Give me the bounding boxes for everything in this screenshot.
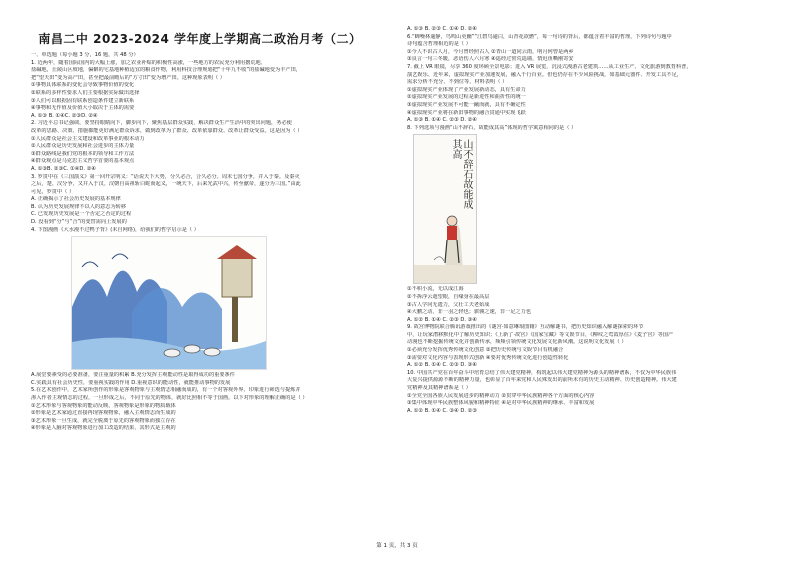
cartoon-caption: 山不辞石故能成其高 — [450, 139, 472, 210]
text-line: ①必须充分发挥优秀传统文化创意 ②把历史传统与文娱节目有机融合 — [407, 347, 564, 354]
page-footer: 第 1 页，共 3 页 — [376, 543, 418, 549]
text-line: 演艺娱乐、近年来，虚拟现实产业加速发展，融入千行百业。但也仍存在不少风险挑战，如基础元器件、开发工具不足， — [407, 71, 682, 78]
text-line: A. ①③B. ②③C. ①④D. ②④ — [31, 165, 97, 172]
text-line: 一、单选题（每小题 3 分，16 题，共 48 分） — [31, 52, 139, 58]
text-line: ③人们可以根据固有联系创造条件建立新联系 — [31, 97, 135, 104]
text-line: ④事物和无作值及价值大小取决于主体的需要 — [31, 105, 135, 112]
right-text-block — [407, 26, 765, 132]
text-line: A. ①② B. ①④ C. ②③ D. ③④ — [407, 316, 477, 323]
text-line: 3. 罗贯中在《三国演义》第一回开宗明义：“话说天下大势，分久必合，合久必分。周末七国分争，并入于秦。及秦灭 — [31, 173, 300, 180]
text-line: 渗入作者主观情志的过程，一旦形成之后，不同于原先的物体，就好比照相不等于国画。以下对形象的理解正确的是（ ） — [31, 395, 308, 402]
text-line: ③集中体现中华民族整体风貌和精神特征 ④是对中华民族精神的继承、丰富和发展 — [407, 400, 595, 407]
left-column — [31, 52, 401, 433]
text-line: ④群众观点是马克思主义哲学首要的基本观点 — [31, 158, 135, 165]
text-line: A. ①③ B. ①④C. ②③D. ②④ — [31, 112, 98, 119]
text-line: A. ①③ B. ②③ C. ①④ D. ②④ — [407, 26, 477, 32]
text-line: ③群众路线是我们党的根本的领导和工作方法 — [31, 150, 135, 157]
text-line: ①艺术形象与客观物象的能动反映，客观物象是形象的物质载体 — [31, 402, 176, 409]
text-line: ④虚拟现实产业将在新旧事物的融合贯通中实现飞跃 — [407, 109, 526, 116]
text-line: C. 已发现历史发展是一个否定之否定的过程 — [31, 211, 132, 218]
text-line: ③良言一句三冬暖，恶语伤人六月寒 ④遥经过密荒遥墙，情迟鱼嘶刚寄安 — [407, 56, 574, 63]
text-line: A.展堂要素受的必要准备，要注重量的积累 B.充分发挥主观能动性是取得成功的重要条件 — [31, 372, 235, 379]
text-line: 4. 下图漫画《大水漫不过鸭子背》(未自网络)，给我们的哲学启示是（ ） — [31, 226, 199, 233]
text-line: 8. 下列选项与漫画“山不辞石，故能成其高”体现的哲学寓意相同的是（ ） — [407, 124, 577, 131]
cartoon-ducks-figure — [71, 236, 267, 370]
text-line: ①人民群众是社会主义建设和改革事业的根本动力 — [31, 135, 145, 142]
text-line: ①全党全国各族人民发展进步的精神动力 ②贯穿中华民族精神各个方面的核心内容 — [407, 392, 595, 399]
exam-title: 南昌二中 2023-2024 学年度上学期高二政治月考（二） — [38, 32, 362, 46]
left-text-block-after-figure — [31, 372, 401, 433]
text-line: ④大鹏之动，非一羽之轻也；骐骥之速，非一足之力也 — [407, 309, 531, 316]
left-text-block — [31, 52, 401, 234]
right-column — [407, 26, 765, 415]
text-line: ①事物具体联系的变化会导致事物价值的变化 — [31, 82, 135, 89]
text-line: 10. 中国共产党在百年奋斗中培育总结了伟大建党精神，构筑起以伟大建党精神为源头的精神谱系，不仅为中华民族伟 — [407, 369, 677, 376]
text-line: 党精神及其精神谱系是（ ） — [407, 385, 471, 392]
text-line: ③需要对文化内容与表现形式创新 ④要对优秀传统文化进行创造性转化 — [407, 354, 569, 361]
text-line: 5.在艺术创作中，艺术家所创作的形象是客观物象与主观情志相融而成的，有一个对客观外界、印象进行筛选与提炼并 — [31, 387, 301, 394]
text-line: C.实践具有社会历史性，要重视实践的作用 D.重视意识的能动性，就能推动事物的发展 — [31, 379, 231, 386]
text-line: ③艺术形象一旦生成，就完全脱离于原先的客观物象而独立存在 — [31, 417, 176, 424]
text-line: ③虚拟现实产业发展不可能一蹴而就，具有不确定性 — [407, 101, 526, 108]
text-line: 2. 习近平总书记强调，要坚持眼睛向下，脚步向下，聚焦基层群众实践，解决群众生产生活中的突出问题，务必使 — [31, 120, 292, 127]
text-line: ④形象是人脑对客观物象进行加工改造的结果，其形式是主观的 — [31, 425, 176, 432]
text-line: 可见，罗贯中（ ） — [31, 188, 75, 195]
text-line: 改革的思路、决策、措施都能更好满足群众诉求，做到改革为了群众、改革依靠群众、改革让群众受益。这是因为（ ） — [31, 127, 303, 134]
text-line: D. 没看到“分”与“合”的变替需向上发展的 — [31, 219, 127, 226]
text-line: A. 正确揭示了社会历史发展的基本规律 — [31, 196, 121, 203]
text-line: ②形象是艺术家通过直接再现客观物象，融入主观情志而生成的 — [31, 410, 176, 417]
text-line: A. ①② B. ①④ C. ③④ D. ②③ — [407, 407, 477, 414]
text-line: ②不拆浮云遮望眼，自缘身在最高层 — [407, 293, 490, 300]
text-line: 6.“蝉噪林逾静，鸟鸣山更幽”“江碧鸟逾白，山青花欲燃”，每一句诗的背后，都蕴含着丰富的哲理，下列诗句与题中 — [407, 33, 672, 40]
text-line: 把“望天田”变为高产田，甚至把最前瞻后的“方寸田”变为增产田。这种现象表明（ ） — [31, 74, 225, 81]
text-line: B. 认为历史发展规律不以人的意志为转移 — [31, 203, 127, 210]
text-line: 大复兴提供源源不断的精神力量，也彰显了百年来党和人民殊发出的前所未有的历史主动精神、历史创造精神。伟大建 — [407, 377, 677, 384]
text-line: ①虚拟现实产业体现了产业发展新动态，具有生命力 — [407, 86, 526, 93]
text-line: 需求分析不充分、不到位等，材料表明（ ） — [407, 79, 508, 86]
text-line: ②联系的多样性要求人们主要根据实际做出选择 — [31, 89, 140, 96]
text-line: ②人民群众是历史发展和社会进步的主体力量 — [31, 143, 135, 150]
text-line: A. ①③ B. ①④ C. ②③ D. ②④ — [407, 117, 477, 124]
text-line: 9. 故宫博物院联合腾讯游戏推出的《谜宫·如意琳琅图籍》互动解谜书，把历史知识融入解谜探索的环节 — [407, 324, 644, 331]
text-line: ①不积小流，无以成江海 — [407, 286, 464, 293]
text-line: 盐碱地，丘陵山区坡地，偏僻的宅基地种植适宜的粮食作物，利用科技合理规划把“十年九不收”的盐碱地变为丰产田， — [31, 67, 301, 74]
text-line: 1. 近两年，随着国际国内的大幅上涨，加之农业补贴的积极性高涨，一些地方的农民充分利用撂荒地、 — [31, 59, 266, 66]
text-line: 诗句蕴含哲理相近的是（ ） — [407, 41, 471, 48]
text-line: ③古人学问无遗力，父壮工夫老始成 — [407, 301, 490, 308]
text-line: ②虚拟现实产业发展的过程是新进性和曲折性的统一 — [407, 94, 526, 101]
text-line: 7. 截上 VR 眼镜，尽享 360 度环顾全景电影；进入 VR 展览，沉浸式漫游古老建筑……从工业生产、文化旅游到教育科普， — [407, 63, 692, 70]
text-line: 动漫也不断挖掘传统文化并创新传承，频频引领传统文化发展文化新风潮。这说明文化发展（ ） — [407, 339, 627, 346]
text-line: A. ①② B. ①④ C. ②③ D. ③④ — [407, 362, 477, 369]
text-line: 之后，楚、汉分争，又并入于汉。汉朝自高祖斩白蛇而起义，一统天下，后来光武中兴，传至献帝，遂分为三国。”由此 — [31, 181, 301, 188]
right-text-block-after-figure — [407, 286, 765, 415]
text-line: 中，让玩家潜移默化中了解历史知识；《上新了·故宫》《国家宝藏》等文娱节目，《柳纹之莺霞厚住》《麦子宫》等国产 — [407, 331, 674, 338]
text-line: ①今人不识古人月，今月曾经照古人 ②青山一道同云雨，明月何曾是两乡 — [407, 48, 574, 55]
cartoon-mountain-figure — [413, 134, 477, 284]
